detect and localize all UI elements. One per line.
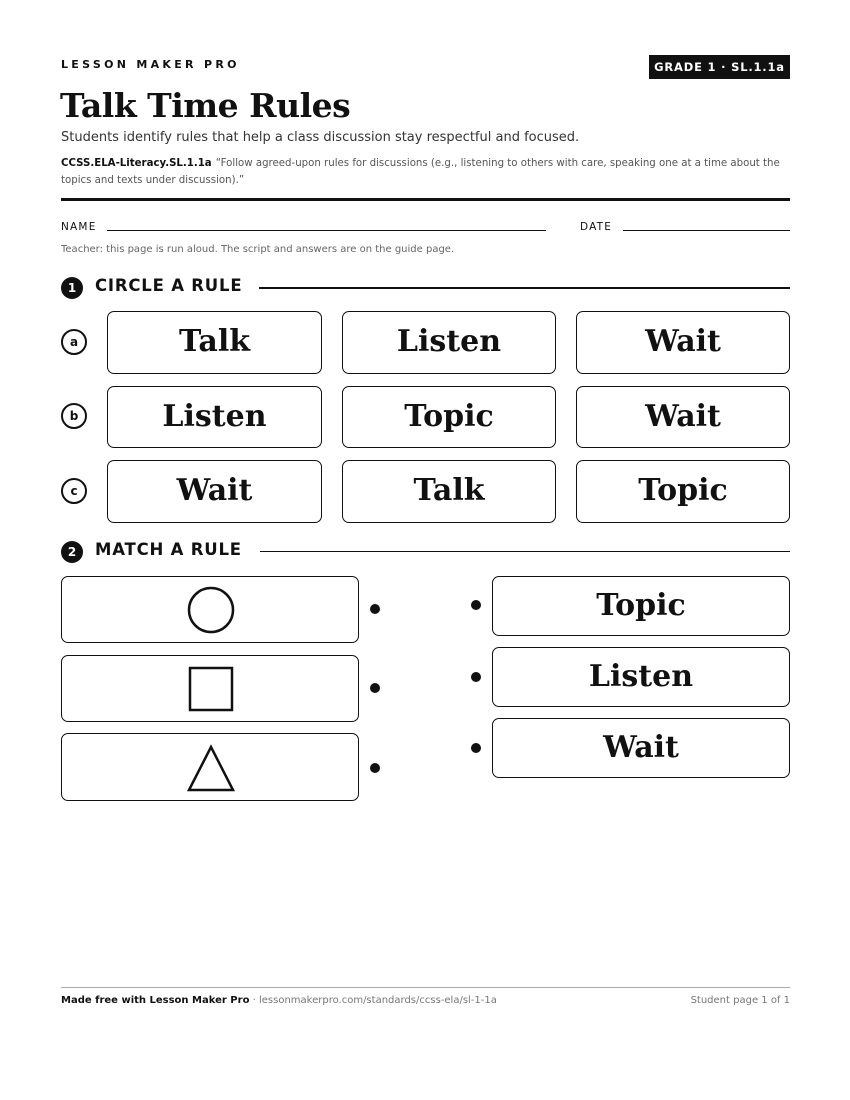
row-a-word-1[interactable]: Talk (107, 311, 322, 374)
date-field[interactable] (623, 230, 790, 231)
section-1-number: 1 (61, 277, 83, 299)
match-dot-left-3[interactable] (370, 763, 380, 773)
row-c-word-1[interactable]: Wait (107, 460, 322, 523)
section-1-title: CIRCLE A RULE (95, 276, 243, 295)
section-2-divider (260, 551, 790, 552)
triangle-icon (186, 742, 236, 792)
row-a-word-2[interactable]: Listen (342, 311, 556, 374)
match-dot-left-1[interactable] (370, 604, 380, 614)
page-title: Talk Time Rules (60, 86, 351, 125)
row-a-word-3[interactable]: Wait (576, 311, 790, 374)
name-field[interactable] (107, 230, 546, 231)
row-c-letter: c (61, 478, 87, 504)
match-word-2[interactable]: Listen (492, 647, 790, 707)
match-dot-right-2[interactable] (471, 672, 481, 682)
footer-credit (61, 995, 497, 1006)
date-label: DATE (580, 221, 613, 233)
brand-name: LESSON MAKER PRO (61, 58, 240, 71)
row-c-word-2[interactable]: Talk (342, 460, 556, 523)
row-b-word-1[interactable]: Listen (107, 386, 322, 448)
section-2-title: MATCH A RULE (95, 540, 242, 559)
page-number: Student page 1 of 1 (690, 995, 790, 1006)
row-b-word-2[interactable]: Topic (342, 386, 556, 448)
section-2-number: 2 (61, 541, 83, 563)
match-word-3[interactable]: Wait (492, 718, 790, 778)
page-subtitle: Students identify rules that help a class discussion stay respectful and focused. (61, 130, 580, 145)
footer-made-with: Made free with Lesson Maker Pro (61, 995, 250, 1006)
row-b-letter: b (61, 403, 87, 429)
row-c-word-3[interactable]: Topic (576, 460, 790, 523)
row-b-word-3[interactable]: Wait (576, 386, 790, 448)
match-shape-box-2[interactable] (61, 655, 359, 722)
circle-icon (186, 585, 236, 635)
match-dot-left-2[interactable] (370, 683, 380, 693)
footer-url[interactable]: · lessonmakerpro.com/standards/ccss-ela/sl-1-1a (249, 995, 497, 1006)
standard-description (61, 156, 781, 189)
name-label: NAME (61, 221, 97, 233)
match-dot-right-1[interactable] (471, 600, 481, 610)
match-shape-box-3[interactable] (61, 733, 359, 801)
row-a-letter: a (61, 329, 87, 355)
square-icon (186, 664, 236, 714)
teacher-note: Teacher: this page is run aloud. The script and answers are on the guide page. (61, 244, 455, 255)
match-dot-right-3[interactable] (471, 743, 481, 753)
footer-divider (61, 987, 790, 988)
match-word-1[interactable]: Topic (492, 576, 790, 636)
section-1-divider (259, 287, 790, 289)
standard-code: CCSS.ELA-Literacy.SL.1.1a (61, 158, 212, 169)
match-shape-box-1[interactable] (61, 576, 359, 643)
standard-text: “Follow agreed-upon rules for discussions (e.g., listening to others with care, speaking one at a time about the topics and texts under discussion).” (61, 158, 780, 186)
grade-badge: GRADE 1 · SL.1.1a (649, 55, 790, 79)
header-divider (61, 198, 790, 201)
